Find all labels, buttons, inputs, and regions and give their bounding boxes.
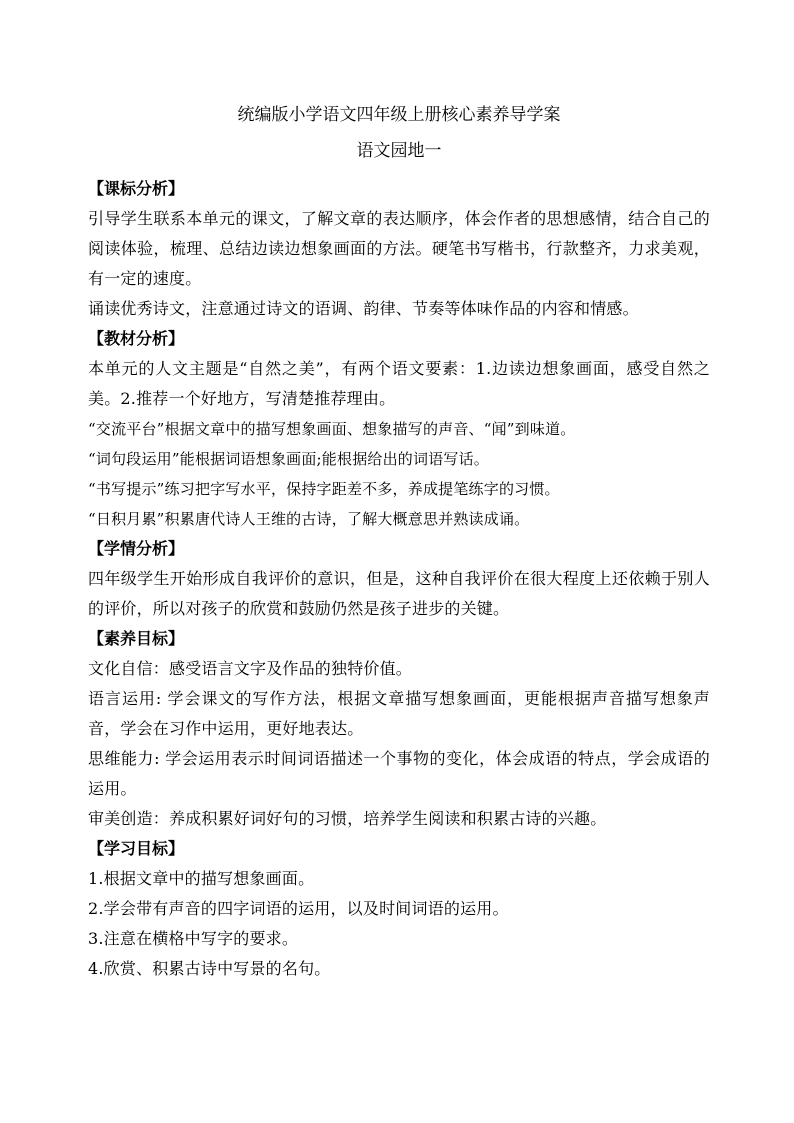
paragraph: “日积月累”积累唐代诗人王维的古诗，了解大概意思并熟读成诵。 <box>88 510 530 528</box>
document-title: 统编版小学语文四年级上册核心素养导学案 <box>237 105 561 125</box>
section-heading: 【课标分析】 <box>88 179 185 198</box>
paragraph: 本单元的人文主题是“自然之美”，有两个语文要素：1.边读边想象画面，感受自然之美。2.推荐一个好地方，写清楚推荐理由。 <box>88 359 710 408</box>
section-textbook-analysis <box>88 324 710 534</box>
section-curriculum-analysis <box>88 174 710 324</box>
document-subtitle: 语文园地一 <box>356 141 442 161</box>
list-item: 2.学会带有声音的四字词语的运用，以及时间词语的运用。 <box>88 899 509 918</box>
section-heading: 【素养目标】 <box>88 629 185 648</box>
paragraph: 诵读优秀诗文，注意通过诗文的语调、韵律、节奏等体味作品的内容和情感。 <box>88 299 639 318</box>
paragraph: 思维能力: 学会运用表示时间词语描述一个事物的变化，体会成语的特点，学会成语的运用。 <box>88 749 710 798</box>
section-heading: 【学情分析】 <box>88 539 185 558</box>
paragraph: 四年级学生开始形成自我评价的意识，但是，这种自我评价在很大程度上还依赖于别人的评价，所以对孩子的欣赏和鼓励仍然是孩子进步的关键。 <box>88 569 710 618</box>
paragraph: “书写提示”练习把字写水平，保持字距差不多，养成提笔练字的习惯。 <box>88 480 560 498</box>
document-page <box>88 100 710 984</box>
paragraph: “交流平台”根据文章中的描写想象画面、想象描写的声音、“闻”到味道。 <box>88 420 576 438</box>
paragraph: 审美创造：养成积累好词好句的习惯，培养学生阅读和积累古诗的兴趣。 <box>88 809 607 828</box>
section-heading: 【学习目标】 <box>88 839 185 858</box>
paragraph: 语言运用: 学会课文的写作方法，根据文章描写想象画面，更能根据声音描写想象声音，学会在习作中运用，更好地表达。 <box>88 689 710 738</box>
list-item: 4.欣赏、积累古诗中写景的名句。 <box>88 959 331 978</box>
section-literacy-goals <box>88 624 710 834</box>
paragraph: 文化自信：感受语言文字及作品的独特价值。 <box>88 659 413 678</box>
section-learning-goals <box>88 834 710 984</box>
section-student-analysis <box>88 534 710 624</box>
paragraph: 引导学生联系本单元的课文，了解文章的表达顺序，体会作者的思想感情，结合自己的阅读体验，梳理、总结边读边想象画面的方法。硬笔书写楷书，行款整齐，力求美观，有一定的速度。 <box>88 209 710 288</box>
paragraph: “词句段运用”能根据词语想象画面;能根据给出的词语写话。 <box>88 450 489 468</box>
section-heading: 【教材分析】 <box>88 329 185 348</box>
list-item: 1.根据文章中的描写想象画面。 <box>88 869 315 888</box>
list-item: 3.注意在横格中写字的要求。 <box>88 929 299 948</box>
